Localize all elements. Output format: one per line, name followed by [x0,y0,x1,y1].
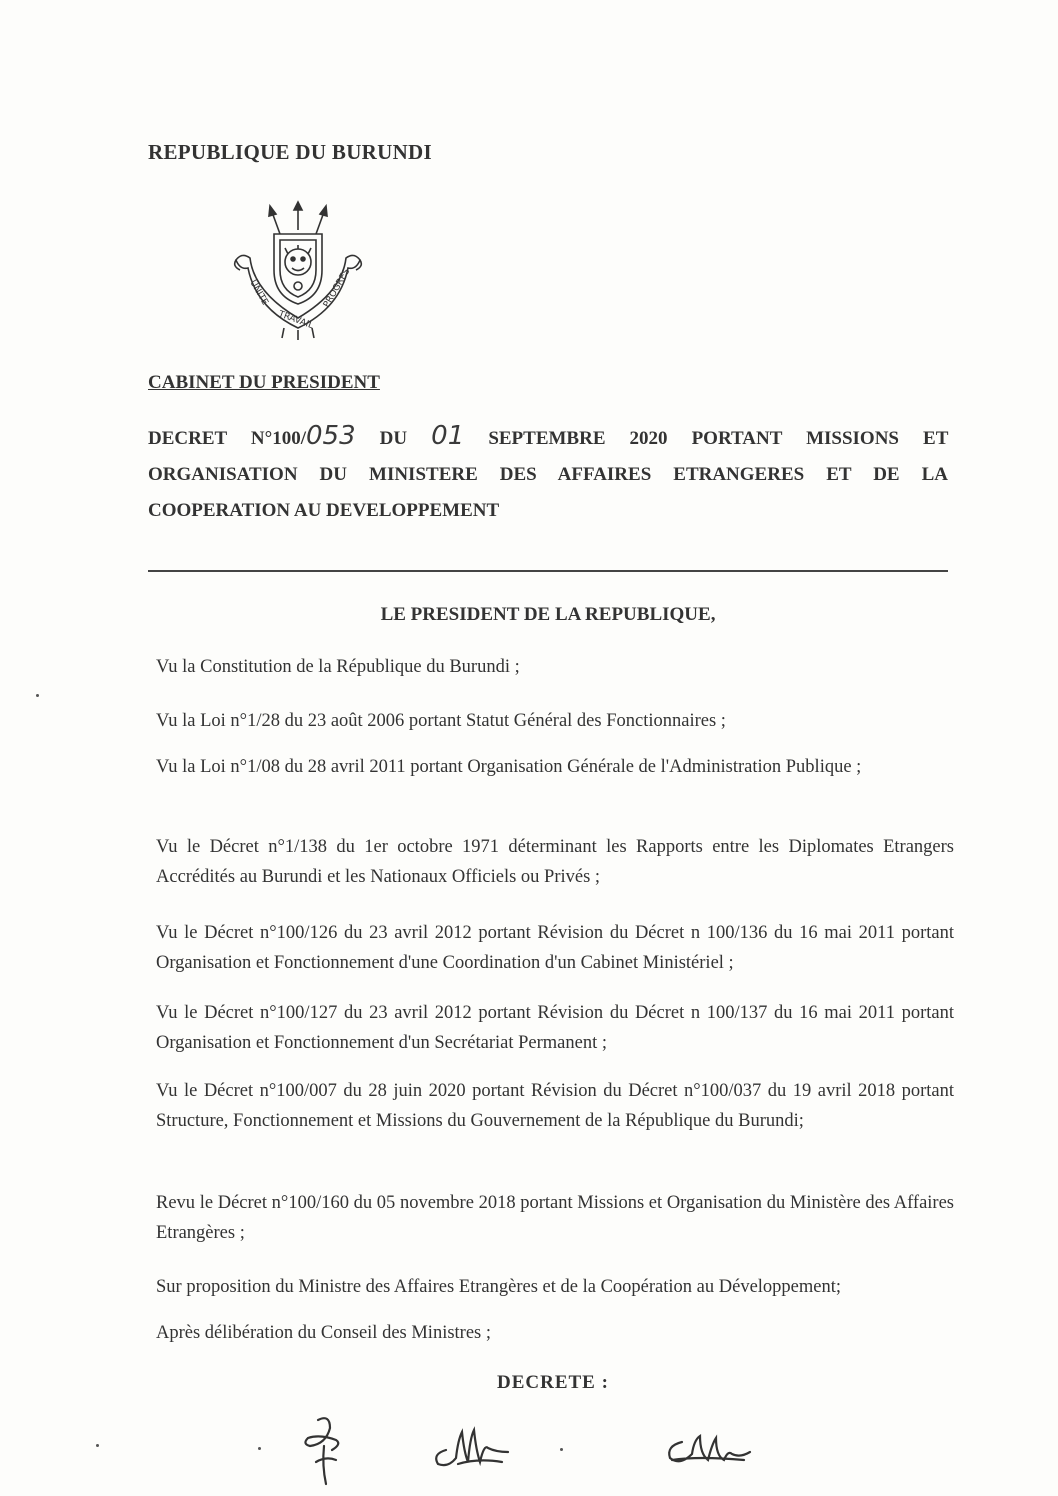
republic-heading: REPUBLIQUE DU BURUNDI [148,140,432,164]
decree-day-handwritten: 01 [431,421,465,451]
decree-prefix: DECRET N°100/ [148,428,306,449]
decree-line1-rest: SEPTEMBRE 2020 PORTANT MISSIONS ET [488,428,949,449]
decree-number-handwritten: 053 [305,421,356,451]
considerant-paragraph: Vu la Constitution de la République du Burundi ; [156,657,520,677]
considerant-paragraph: Vu la Loi n°1/08 du 28 avril 2011 portant Organisation Générale de l'Administration Publique ; [156,757,862,777]
decree-title [148,418,948,529]
decree-line3: COOPERATION AU DEVELOPPEMENT [148,500,500,521]
considerant-paragraph: Après délibération du Conseil des Ministres ; [156,1323,492,1343]
considerant-paragraph: Vu le Décret n°1/138 du 1er octobre 1971 déterminant les Rapports entre les Diplomates Etrangers Accrédités au Burundi et les Nationaux Officiels ou Privés ; [156,837,954,887]
scan-speck [96,1444,99,1447]
cabinet-heading: CABINET DU PRESIDENT [148,372,380,393]
decree-du: DU [379,428,408,449]
initials-signature-1 [296,1410,356,1490]
considerant-paragraph: Vu le Décret n°100/127 du 23 avril 2012 portant Révision du Décret n 100/137 du 16 mai 2011 portant Organisation et Fonctionnement d'un Secrétariat Permanent ; [156,1003,954,1053]
initials-signature-2 [428,1418,518,1478]
considerant-paragraph: Vu le Décret n°100/007 du 28 juin 2020 portant Révision du Décret n°100/037 du 19 avril 2018 portant Structure, Fonctionnement et Missions du Gouvernement de la République du Burundi; [156,1081,954,1131]
scan-speck [36,694,39,697]
motto-progres: PROGRES [321,266,353,310]
coat-of-arms-emblem [228,200,368,340]
scan-speck [560,1448,563,1451]
decree-line2: ORGANISATION DU MINISTERE DES AFFAIRES ETRANGERES ET DE LA [148,464,948,485]
considerant-paragraph: Revu le Décret n°100/160 du 05 novembre 2018 portant Missions et Organisation du Ministère des Affaires Etrangères ; [156,1193,954,1243]
considerant-paragraph: Vu le Décret n°100/126 du 23 avril 2012 portant Révision du Décret n 100/136 du 16 mai 2011 portant Organisation et Fonctionnement d'une Coordination d'un Cabinet Ministériel ; [156,923,954,973]
motto-unite: UNITE [247,278,270,308]
motto-travail: TRAVAIL [276,309,315,332]
considerant-paragraph: Vu la Loi n°1/28 du 23 août 2006 portant Statut Général des Fonctionnaires ; [156,711,726,731]
decrete-heading: DECRETE : [497,1372,609,1393]
initials-signature-3 [658,1420,758,1480]
scan-speck [258,1447,261,1450]
title-divider [148,570,948,572]
considerant-paragraph: Sur proposition du Ministre des Affaires Etrangères et de la Coopération au Développement; [156,1277,842,1297]
president-heading: LE PRESIDENT DE LA REPUBLIQUE, [380,604,716,625]
